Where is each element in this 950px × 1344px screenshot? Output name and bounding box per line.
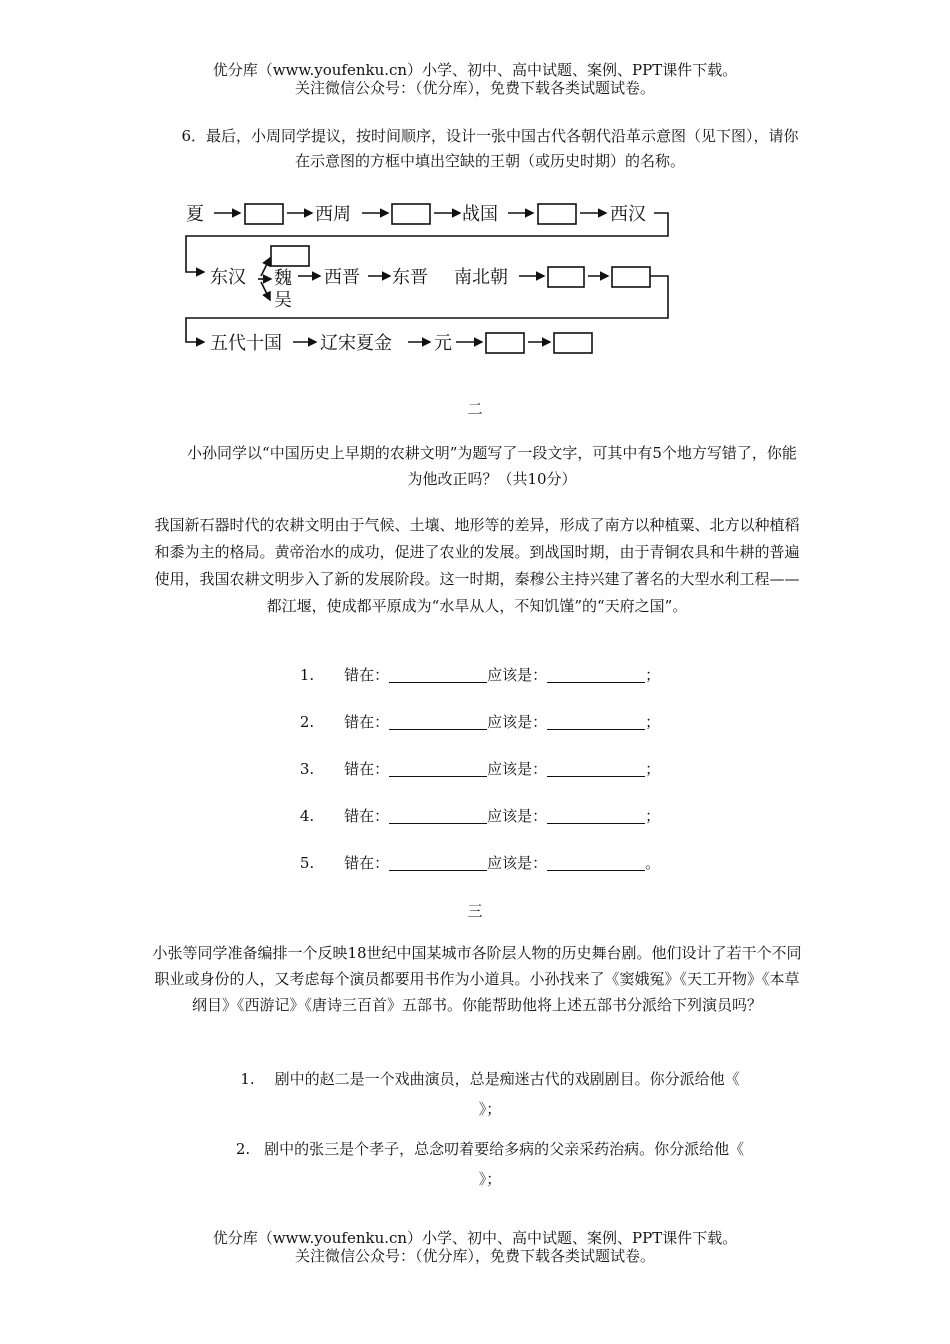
answer-number: 1. [299, 666, 315, 684]
dynasty-diagram [178, 190, 688, 362]
wrong-label: 错在： [344, 713, 390, 731]
correct-blank[interactable] [547, 666, 645, 683]
dynasty-xia: 夏 [186, 204, 204, 225]
wrong-blank[interactable] [389, 807, 487, 824]
header-line-2: 关注微信公众号：（优分库），免费下载各类试题试卷。 [294, 79, 655, 97]
dynasty-wudaishiguo: 五代十国 [210, 333, 282, 354]
answer-number: 4. [299, 807, 315, 825]
row-end: ； [645, 666, 661, 684]
footer-line-2: 关注微信公众号：（优分库），免费下载各类试题试卷。 [294, 1247, 655, 1265]
correct-label: 应该是： [487, 807, 548, 825]
wrong-blank[interactable] [389, 666, 487, 683]
answer-row-2 [150, 711, 810, 732]
dynasty-dongjin: 东晋 [392, 267, 428, 288]
section-3-heading: 三 [467, 902, 483, 920]
answer-number: 2. [299, 713, 315, 731]
section-2-intro: 小孙同学以“中国历史上早期的农耕文明”为题写了一段文字，可其中有5个地方写错了，你能为他改正吗？（共10分） [187, 444, 797, 488]
wrong-label: 错在： [344, 666, 390, 684]
answer-row-1 [150, 664, 810, 685]
wrong-label: 错在： [344, 807, 390, 825]
dynasty-wu: 吴 [274, 290, 292, 311]
section-3-intro: 小张等同学准备编排一个反映18世纪中国某城市各阶层人物的历史舞台剧。他们设计了若干个不同职业或身份的人，又考虑每个演员都要用书作为小道具。小孙找来了《窦娥冤》《天工开物》《本草纲目》《西游记》《唐诗三百首》五部书。你能帮助他将上述五部书分派给下列演员吗？ [152, 944, 802, 1014]
correct-label: 应该是： [487, 854, 548, 872]
wrong-label: 错在： [344, 854, 390, 872]
item-text: 剧中的赵二是一个戏曲演员，总是痴迷古代的戏剧剧目。你分派给他《 [274, 1070, 740, 1088]
dynasty-xihan: 西汉 [610, 204, 646, 225]
correct-blank[interactable] [547, 854, 645, 871]
dynasty-xijin: 西晋 [324, 267, 360, 288]
row-end: ； [645, 760, 661, 778]
footer-line-1: 优分库（www.youfenku.cn）小学、初中、高中试题、案例、PPT课件下载。 [212, 1229, 738, 1247]
section-2-paragraph: 我国新石器时代的农耕文明由于气候、土壤、地形等的差异，形成了南方以种植粟、北方以种植稻和黍为主的格局。黄帝治水的成功，促进了农业的发展。到战国时期，由于青铜农具和牛耕的普遍使用，我国农耕文明步入了新的发展阶段。这一时期，秦穆公主持兴建了著名的大型水利工程——都江堰，使成都平原成为“水旱从人，不知饥馑”的“天府之国”。 [154, 516, 800, 615]
header-line-1: 优分库（www.youfenku.cn）小学、初中、高中试题、案例、PPT课件下载。 [212, 61, 738, 79]
dynasty-xizhou: 西周 [315, 204, 351, 225]
answer-number: 3. [299, 760, 315, 778]
item-text: 剧中的张三是个孝子，总念叨着要给多病的父亲采药治病。你分派给他《 [264, 1140, 745, 1158]
section-2-heading: 二 [467, 400, 483, 418]
row-end: ； [645, 807, 661, 825]
section-3-item-1 [192, 1064, 788, 1124]
answer-number: 5. [299, 854, 315, 872]
item-number: 2. [235, 1140, 251, 1158]
wrong-blank[interactable] [389, 854, 487, 871]
section-3-item-2 [192, 1134, 788, 1194]
dynasty-wei: 魏 [274, 268, 292, 289]
item-tail: 》； [478, 1100, 502, 1118]
dynasty-zhanguo: 战国 [462, 204, 498, 225]
row-end: 。 [645, 854, 661, 872]
dynasty-liaosongxiajin: 辽宋夏金 [320, 333, 392, 354]
correct-label: 应该是： [487, 760, 548, 778]
item-tail: 》； [478, 1170, 502, 1188]
wrong-label: 错在： [344, 760, 390, 778]
answer-row-4 [150, 805, 810, 826]
wrong-blank[interactable] [389, 760, 487, 777]
correct-blank[interactable] [547, 760, 645, 777]
answer-row-5 [150, 852, 810, 873]
correct-blank[interactable] [547, 713, 645, 730]
row-end: ； [645, 713, 661, 731]
answer-row-3 [150, 758, 810, 779]
dynasty-yuan: 元 [434, 333, 452, 354]
dynasty-donghan: 东汉 [210, 267, 246, 288]
correct-label: 应该是： [487, 666, 548, 684]
dynasty-nanbeichao: 南北朝 [454, 267, 508, 288]
correct-blank[interactable] [547, 807, 645, 824]
item-number: 1. [240, 1070, 255, 1088]
correct-label: 应该是： [487, 713, 548, 731]
wrong-blank[interactable] [389, 713, 487, 730]
question-6-text: 6．最后，小周同学提议，按时间顺序，设计一张中国古代各朝代沿革示意图（见下图），请你在示意图的方框中填出空缺的王朝（或历史时期）的名称。 [181, 127, 799, 170]
